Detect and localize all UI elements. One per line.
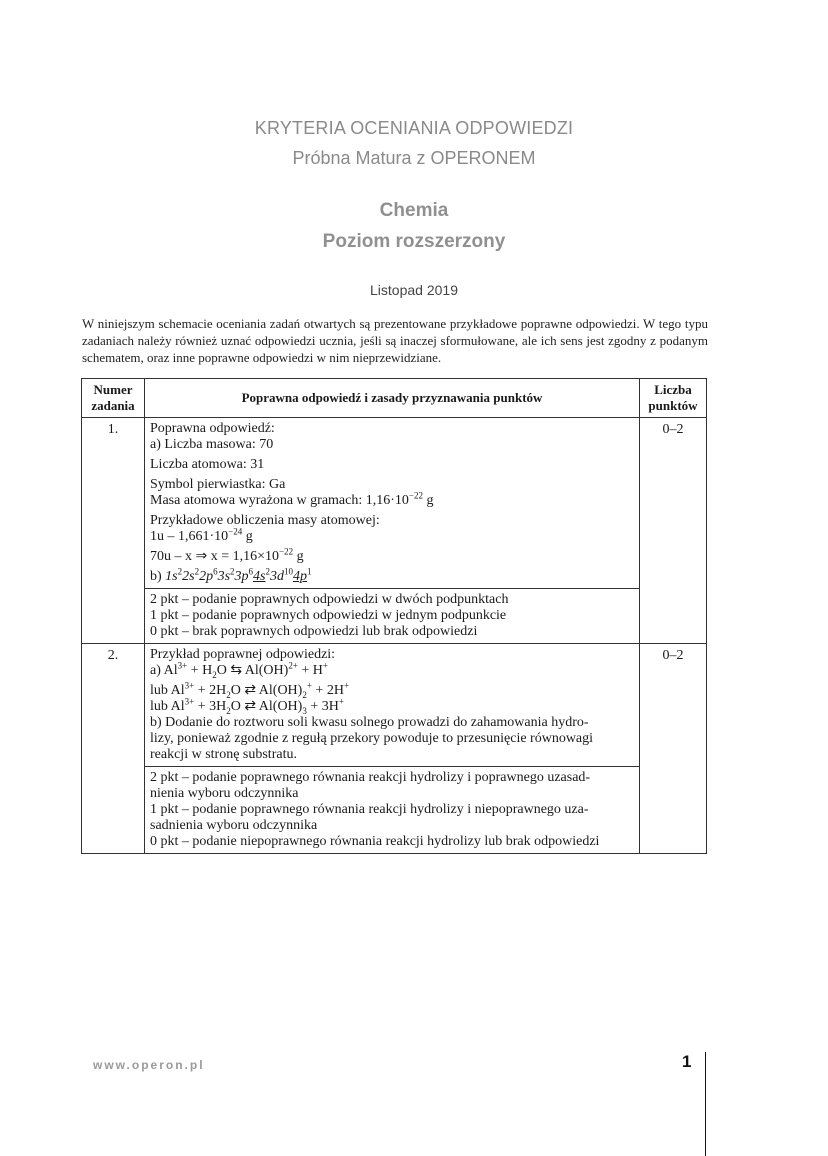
electron-configuration: b) $1s^22s^22p^63s^23p^64s^23d^{10}4p^1$ <box>150 566 312 584</box>
intro-paragraph: W niniejszym schemacie oceniania zadań otwartych są prezentowane przykładowe poprawne odpowiedzi. W tego typu zadaniach należy również uznać odpowiedzi ucznia, jeśli są inaczej sformułowane, ale ich sens jest zgodny z podanym schematem, oraz inne poprawne odpowiedzi w nim nieprzewidziane. <box>82 316 708 365</box>
header-subtitle: Próbna Matura z OPERONEM <box>292 148 536 168</box>
subject-title: Chemia <box>379 200 449 221</box>
task1-scoring: 2 pkt – podanie poprawnych odpowiedzi w dwóch podpunktach 1 pkt – podanie poprawnych odpowiedzi w jednym podpunkcie 0 pkt – brak poprawnych odpowiedzi lub brak odpowiedzi <box>145 589 640 644</box>
table-row <box>82 589 707 644</box>
header-task-number: Numer zadania <box>82 379 145 418</box>
task1-answer: Poprawna odpowiedź: a) Liczba masowa: 70 Liczba atomowa: 31 Symbol pierwiastka: Ga Masa atomowa wyrażona w gramach: $1,16\cdot 10^{-22}$ g Przykładowe obliczenia masy atomowej: $1u - 1,661\cdot 10^{-24}$ g 70u – x ⇒ $x = 1,16\times 10^{-22}$ g b) $1s^22s^22p^63s^23p^64s^23d^{10}4p^1$ <box>145 418 640 589</box>
answer-table <box>81 378 707 854</box>
table-row <box>82 418 707 589</box>
level-title: Poziom rozszerzony <box>322 231 506 252</box>
task-points: 0–2 <box>640 644 707 854</box>
task-number: 1. <box>82 418 145 644</box>
task-number: 2. <box>82 644 145 854</box>
exam-date: Listopad 2019 <box>370 282 458 298</box>
task2-scoring: 2 pkt – podanie poprawnego równania reakcji hydrolizy i poprawnego uzasad- nienia wyboru odczynnika 1 pkt – podanie poprawnego równania reakcji hydrolizy i niepoprawnego uza- sadnienia wyboru odczynnika 0 pkt – podanie niepoprawnego równania reakcji hydrolizy lub brak odpowiedzi <box>145 767 640 854</box>
header-title: KRYTERIA OCENIANIA ODPOWIEDZI <box>254 118 574 138</box>
footer-divider <box>705 1052 706 1156</box>
task-points: 0–2 <box>640 418 707 644</box>
page-number: 1 <box>682 1052 692 1071</box>
footer-website: www.operon.pl <box>93 1058 205 1072</box>
header-answer: Poprawna odpowiedź i zasady przyznawania punktów <box>145 379 640 418</box>
table-row <box>82 644 707 767</box>
table-row <box>82 767 707 854</box>
task2-answer: Przykład poprawnej odpowiedzi: a) $Al^{3+} + H_2O$ ⇆ Al(OH)$^{2+}$ + H+ lub $Al^{3+} + 2H_2O$ ⇄ $Al(OH)_2^+ + 2H^+$ lub $Al^{3+} + 3H_2O$ ⇄ $Al(OH)_3 + 3H^+$ b) Dodanie do roztworu soli kwasu solnego prowadzi do zahamowania hydro- lizy, ponieważ zgodnie z regułą przekory powoduje to przesunięcie równowagi reakcji w stronę substratu. <box>145 644 640 767</box>
header-points: Liczba punktów <box>640 379 707 418</box>
table-header-row <box>82 379 707 418</box>
